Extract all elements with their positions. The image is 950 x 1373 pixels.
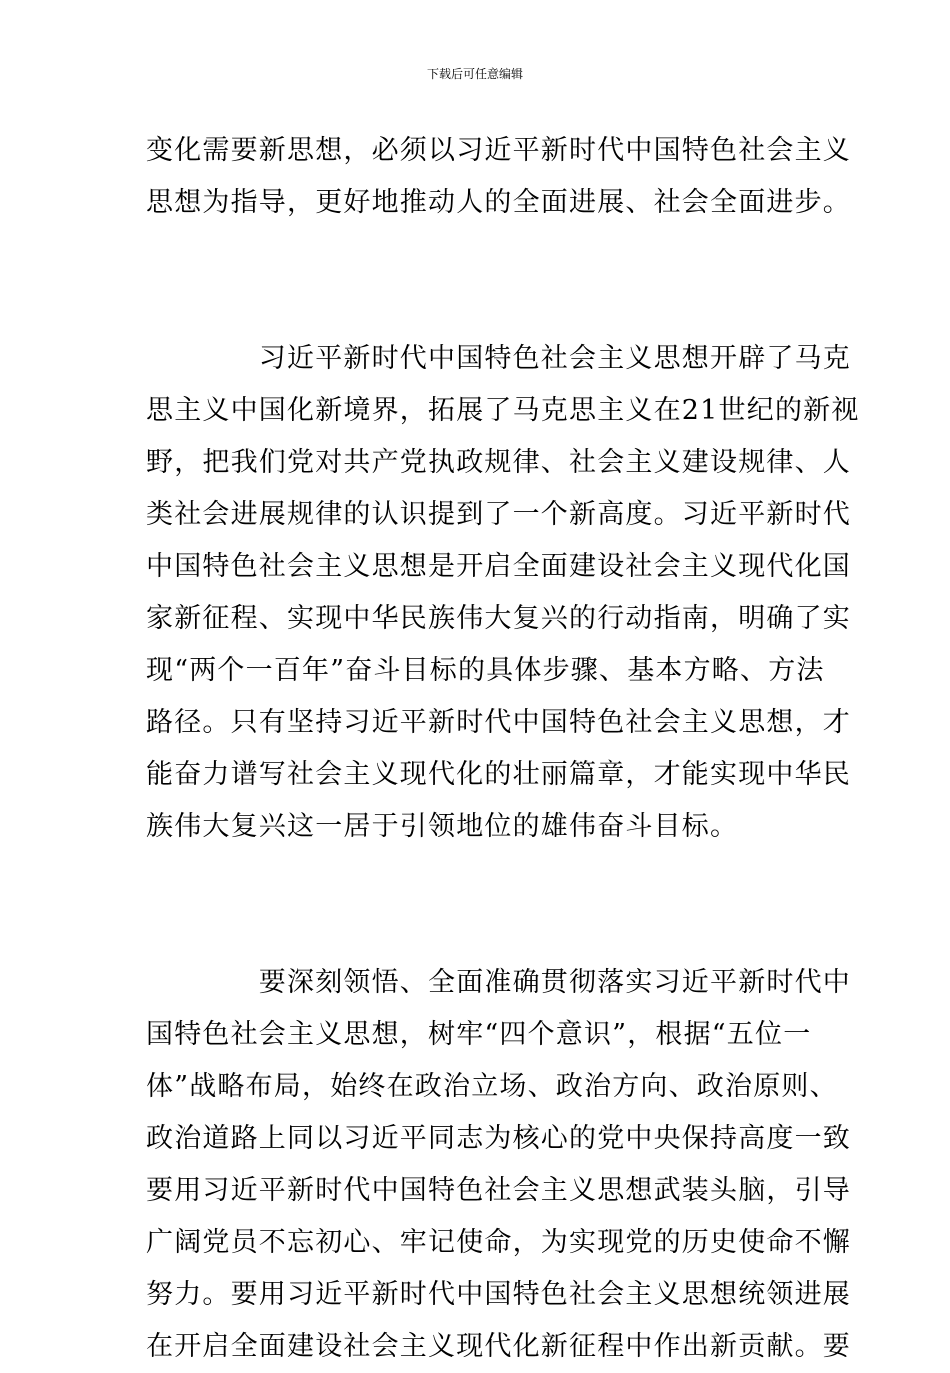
text-line: 思主义中国化新境界，拓展了马克思主义在21世纪的新视 [146, 395, 860, 426]
text-line: 家新征程、实现中华民族伟大复兴的行动指南，明确了实 [146, 603, 851, 634]
text-line: 体”战略布局，始终在政治立场、政治方向、政治原则、 [146, 1071, 838, 1102]
text-line: 族伟大复兴这一居于引领地位的雄伟奋斗目标。 [146, 811, 739, 842]
paragraph-1 [146, 125, 851, 229]
paragraph-2 [146, 333, 860, 853]
text-line: 广阔党员不忘初心、牢记使命，为实现党的历史使命不懈 [146, 1227, 851, 1258]
text-line: 要深刻领悟、全面准确贯彻落实习近平新时代中 [146, 967, 851, 998]
text-line: 能奋力谱写社会主义现代化的壮丽篇章，才能实现中华民 [146, 759, 851, 790]
text-line: 政治道路上同以习近平同志为核心的党中央保持高度一致 [146, 1123, 851, 1154]
text-line: 野，把我们党对共产党执政规律、社会主义建设规律、人 [146, 447, 851, 478]
text-line: 习近平新时代中国特色社会主义思想开辟了马克 [146, 343, 851, 374]
page-header: 下载后可任意编辑 [426, 67, 523, 81]
text-line: 要用习近平新时代中国特色社会主义思想武装头脑，引导 [146, 1175, 851, 1206]
paragraph-gap [146, 229, 806, 333]
text-line: 国特色社会主义思想，树牢“四个意识”，根据“五位一 [146, 1019, 812, 1050]
text-line: 努力。要用习近平新时代中国特色社会主义思想统领进展 [146, 1279, 851, 1310]
text-line: 路径。只有坚持习近平新时代中国特色社会主义思想，才 [146, 707, 851, 738]
paragraph-gap [146, 853, 806, 957]
text-line: 现“两个一百年”奋斗目标的具体步骤、基本方略、方法 [146, 655, 825, 686]
document-body [146, 125, 860, 1373]
text-line: 变化需要新思想，必须以习近平新时代中国特色社会主义 [146, 135, 851, 166]
text-line: 类社会进展规律的认识提到了一个新高度。习近平新时代 [146, 499, 851, 530]
paragraph-3 [146, 957, 851, 1373]
text-line: 在开启全面建设社会主义现代化新征程中作出新贡献。要 [146, 1331, 851, 1362]
text-line: 思想为指导，更好地推动人的全面进展、社会全面进步。 [146, 187, 851, 218]
text-line: 中国特色社会主义思想是开启全面建设社会主义现代化国 [146, 551, 851, 582]
